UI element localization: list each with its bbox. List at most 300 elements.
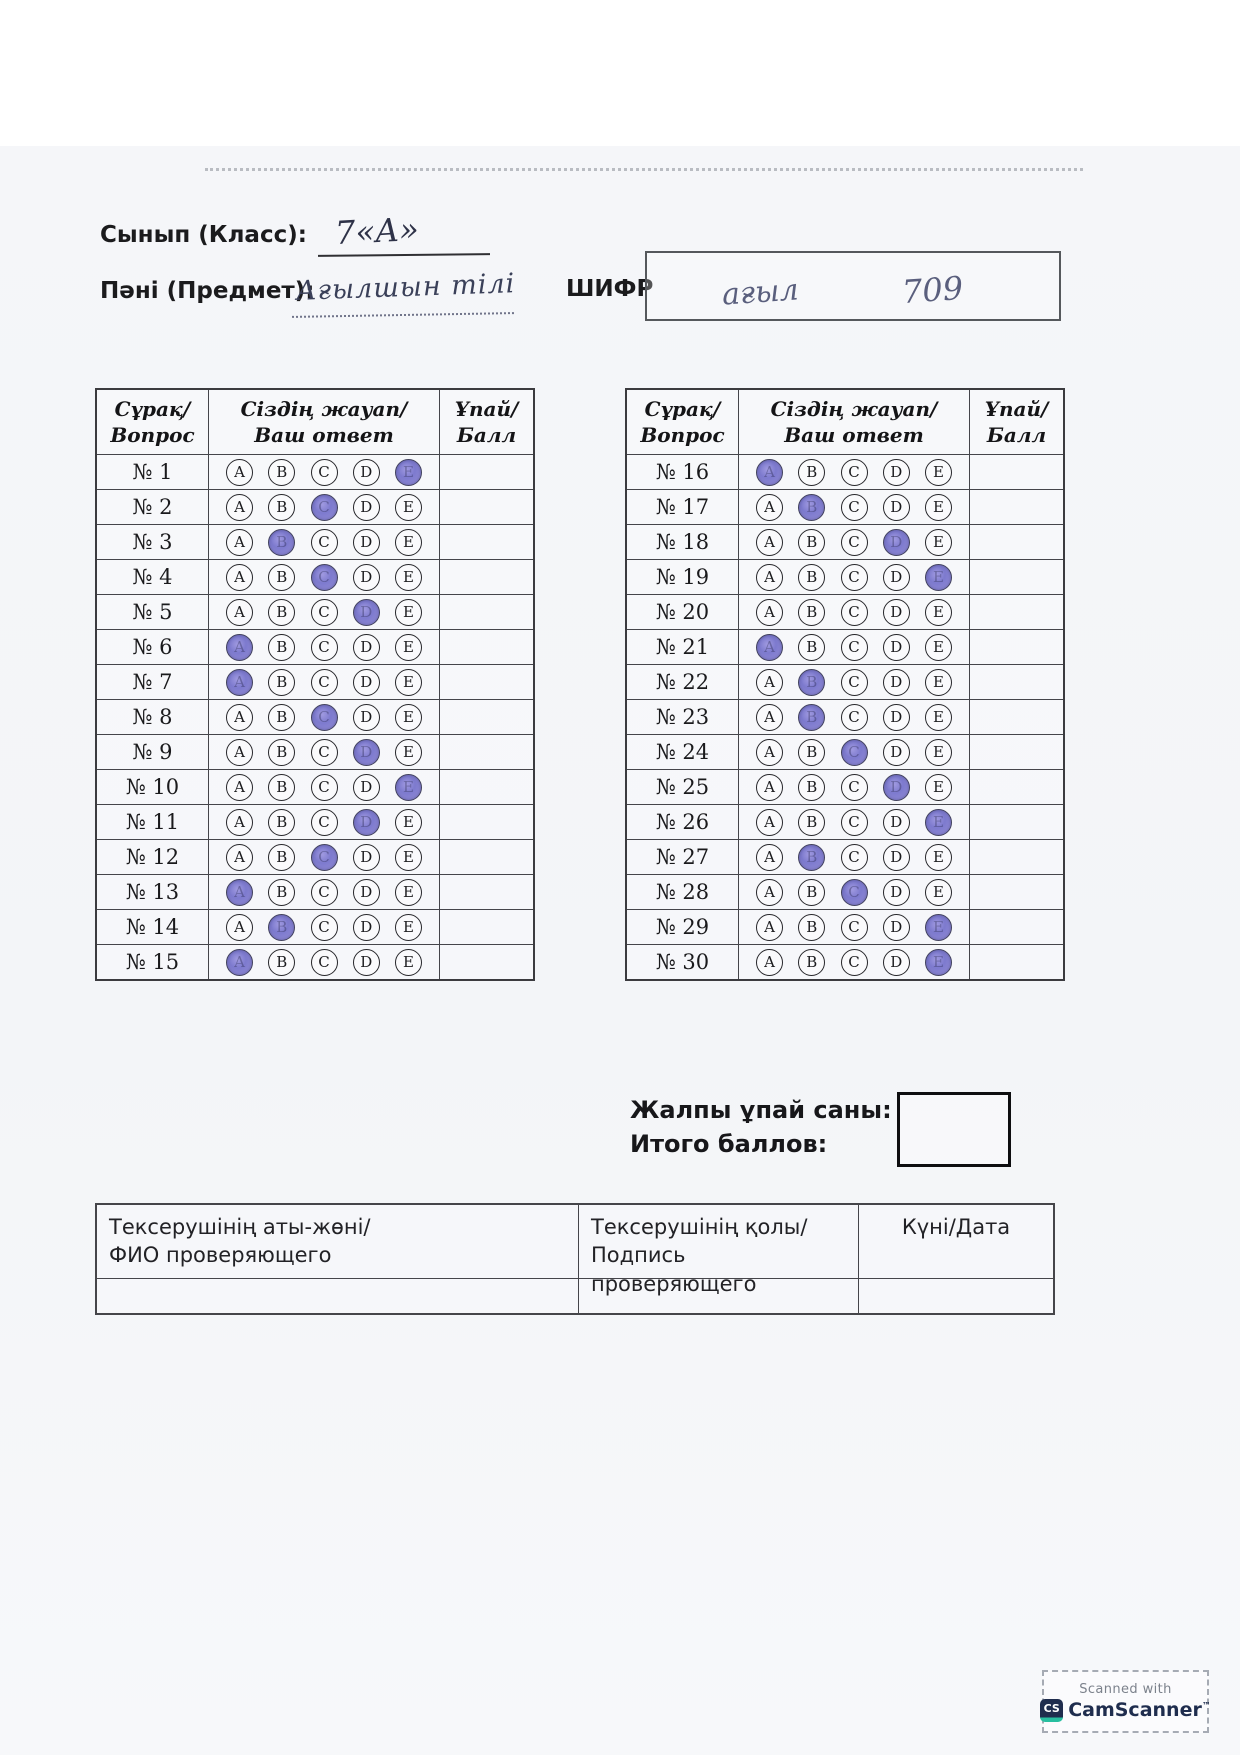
cipher-handwritten-right: 709 bbox=[900, 268, 965, 312]
answer-row bbox=[627, 734, 1063, 769]
question-number: № 6 bbox=[97, 630, 209, 664]
bubble-q5-E: E bbox=[395, 599, 422, 626]
bubble-q30-B: B bbox=[798, 949, 825, 976]
bubble-q9-E: E bbox=[395, 739, 422, 766]
column-header-answer: Сіздің жауап/ Ваш ответ bbox=[209, 390, 440, 454]
bubble-q16-A: A bbox=[756, 459, 783, 486]
answer-bubbles bbox=[209, 770, 440, 804]
column-header-question: Сұрақ/ Вопрос bbox=[97, 390, 209, 454]
bubble-q14-B: B bbox=[268, 914, 295, 941]
answer-row bbox=[97, 769, 533, 804]
bubble-q17-A: A bbox=[756, 494, 783, 521]
class-field-label: Сынып (Класс): bbox=[100, 222, 307, 248]
bubble-q22-B: B bbox=[798, 669, 825, 696]
bubble-q25-B: B bbox=[798, 774, 825, 801]
question-number: № 28 bbox=[627, 875, 739, 909]
answer-row bbox=[97, 629, 533, 664]
bubble-q18-B: B bbox=[798, 529, 825, 556]
question-number: № 11 bbox=[97, 805, 209, 839]
bubble-q12-D: D bbox=[353, 844, 380, 871]
bubble-q6-D: D bbox=[353, 634, 380, 661]
score-cell bbox=[440, 945, 533, 979]
bubble-q7-C: C bbox=[311, 669, 338, 696]
bubble-q3-A: A bbox=[226, 529, 253, 556]
question-number: № 14 bbox=[97, 910, 209, 944]
question-number: № 1 bbox=[97, 455, 209, 489]
answer-row bbox=[627, 559, 1063, 594]
bubble-q11-C: C bbox=[311, 809, 338, 836]
bubble-q30-A: A bbox=[756, 949, 783, 976]
bubble-q15-A: A bbox=[226, 949, 253, 976]
answer-row bbox=[97, 944, 533, 979]
question-number: № 25 bbox=[627, 770, 739, 804]
answer-bubbles bbox=[739, 525, 970, 559]
bubble-q8-E: E bbox=[395, 704, 422, 731]
subject-handwritten-value: Ағылшын тілі bbox=[295, 268, 516, 307]
bubble-q22-A: A bbox=[756, 669, 783, 696]
bubble-q15-C: C bbox=[311, 949, 338, 976]
bubble-q18-C: C bbox=[841, 529, 868, 556]
question-number: № 22 bbox=[627, 665, 739, 699]
answer-bubbles bbox=[739, 455, 970, 489]
bubble-q17-B: B bbox=[798, 494, 825, 521]
question-number: № 2 bbox=[97, 490, 209, 524]
bubble-q9-A: A bbox=[226, 739, 253, 766]
answer-row bbox=[97, 454, 533, 489]
answer-row bbox=[627, 489, 1063, 524]
answer-bubbles bbox=[739, 630, 970, 664]
bubble-q16-D: D bbox=[883, 459, 910, 486]
bubble-q8-A: A bbox=[226, 704, 253, 731]
answer-row bbox=[627, 524, 1063, 559]
bubble-q28-C: C bbox=[841, 879, 868, 906]
bubble-q11-B: B bbox=[268, 809, 295, 836]
trademark-symbol: ™ bbox=[1201, 1701, 1211, 1712]
brand-name: CamScanner bbox=[1068, 1699, 1202, 1721]
bubble-q16-B: B bbox=[798, 459, 825, 486]
bubble-q7-D: D bbox=[353, 669, 380, 696]
checker-signature-ru: Подпись проверяющего bbox=[591, 1243, 757, 1296]
bubble-q30-D: D bbox=[883, 949, 910, 976]
bubble-q28-D: D bbox=[883, 879, 910, 906]
question-number: № 26 bbox=[627, 805, 739, 839]
answer-bubbles bbox=[209, 525, 440, 559]
score-cell bbox=[970, 910, 1063, 944]
question-number: № 30 bbox=[627, 945, 739, 979]
answer-row bbox=[97, 839, 533, 874]
score-cell bbox=[970, 735, 1063, 769]
score-cell bbox=[970, 490, 1063, 524]
answer-bubbles bbox=[209, 805, 440, 839]
answer-row bbox=[627, 454, 1063, 489]
bubble-q26-D: D bbox=[883, 809, 910, 836]
question-number: № 3 bbox=[97, 525, 209, 559]
bubble-q2-D: D bbox=[353, 494, 380, 521]
class-handwritten-value: 7«А» bbox=[334, 209, 420, 253]
bubble-q2-C: C bbox=[311, 494, 338, 521]
answer-row bbox=[627, 594, 1063, 629]
bubble-q10-B: B bbox=[268, 774, 295, 801]
bubble-q18-E: E bbox=[925, 529, 952, 556]
checker-name-ru: ФИО проверяющего bbox=[109, 1243, 332, 1268]
column-header-score: Ұпай/ Балл bbox=[454, 397, 519, 447]
cipher-box bbox=[645, 251, 1061, 321]
bubble-q22-C: C bbox=[841, 669, 868, 696]
score-cell bbox=[440, 490, 533, 524]
answer-bubbles bbox=[209, 490, 440, 524]
bubble-q1-A: A bbox=[226, 459, 253, 486]
bubble-q28-A: A bbox=[756, 879, 783, 906]
bubble-q22-E: E bbox=[925, 669, 952, 696]
total-score-label-kk: Жалпы ұпай саны: bbox=[630, 1096, 892, 1124]
bubble-q16-E: E bbox=[925, 459, 952, 486]
checker-name-empty-cell bbox=[97, 1279, 579, 1313]
score-cell bbox=[440, 665, 533, 699]
question-number: № 27 bbox=[627, 840, 739, 874]
scanned-with-text: Scanned with bbox=[1079, 1681, 1172, 1697]
answer-bubbles bbox=[739, 560, 970, 594]
answer-bubbles bbox=[739, 490, 970, 524]
bubble-q19-D: D bbox=[883, 564, 910, 591]
bubble-q23-C: C bbox=[841, 704, 868, 731]
bubble-q8-C: C bbox=[311, 704, 338, 731]
bubble-q12-C: C bbox=[311, 844, 338, 871]
bubble-q23-A: A bbox=[756, 704, 783, 731]
answer-bubbles bbox=[209, 455, 440, 489]
subject-field-label: Пәні (Предмет): bbox=[100, 278, 315, 304]
score-cell bbox=[970, 665, 1063, 699]
score-cell bbox=[440, 630, 533, 664]
bubble-q19-A: A bbox=[756, 564, 783, 591]
answer-row bbox=[97, 594, 533, 629]
question-number: № 8 bbox=[97, 700, 209, 734]
bubble-q21-A: A bbox=[756, 634, 783, 661]
answer-bubbles bbox=[739, 910, 970, 944]
answer-bubbles bbox=[209, 630, 440, 664]
score-cell bbox=[970, 595, 1063, 629]
bubble-q28-B: B bbox=[798, 879, 825, 906]
answer-row bbox=[97, 699, 533, 734]
bubble-q23-E: E bbox=[925, 704, 952, 731]
answer-bubbles bbox=[209, 910, 440, 944]
answer-bubbles bbox=[739, 945, 970, 979]
bubble-q4-D: D bbox=[353, 564, 380, 591]
bubble-q24-E: E bbox=[925, 739, 952, 766]
bubble-q29-D: D bbox=[883, 914, 910, 941]
question-number: № 10 bbox=[97, 770, 209, 804]
answer-row bbox=[627, 769, 1063, 804]
answer-bubbles bbox=[209, 840, 440, 874]
date-header: Күні/Дата bbox=[901, 1215, 1011, 1239]
bubble-q29-A: A bbox=[756, 914, 783, 941]
score-cell bbox=[440, 595, 533, 629]
bubble-q14-A: A bbox=[226, 914, 253, 941]
bubble-q24-A: A bbox=[756, 739, 783, 766]
answer-bubbles bbox=[209, 665, 440, 699]
bubble-q2-B: B bbox=[268, 494, 295, 521]
bubble-q12-B: B bbox=[268, 844, 295, 871]
question-number: № 21 bbox=[627, 630, 739, 664]
bubble-q24-D: D bbox=[883, 739, 910, 766]
question-number: № 5 bbox=[97, 595, 209, 629]
question-number: № 18 bbox=[627, 525, 739, 559]
answer-row bbox=[627, 664, 1063, 699]
bubble-q8-B: B bbox=[268, 704, 295, 731]
bubble-q9-B: B bbox=[268, 739, 295, 766]
column-header-score: Ұпай/ Балл bbox=[984, 397, 1049, 447]
bubble-q5-B: B bbox=[268, 599, 295, 626]
score-cell bbox=[440, 525, 533, 559]
bubble-q23-B: B bbox=[798, 704, 825, 731]
bubble-q25-C: C bbox=[841, 774, 868, 801]
bubble-q1-B: B bbox=[268, 459, 295, 486]
bubble-q20-B: B bbox=[798, 599, 825, 626]
bubble-q9-D: D bbox=[353, 739, 380, 766]
cipher-handwritten-left: ағыл bbox=[720, 272, 800, 313]
answer-row bbox=[97, 559, 533, 594]
bubble-q4-C: C bbox=[311, 564, 338, 591]
bubble-q5-C: C bbox=[311, 599, 338, 626]
question-number: № 9 bbox=[97, 735, 209, 769]
bubble-q3-B: B bbox=[268, 529, 295, 556]
score-cell bbox=[970, 770, 1063, 804]
bubble-q29-B: B bbox=[798, 914, 825, 941]
score-cell bbox=[440, 455, 533, 489]
bubble-q25-A: A bbox=[756, 774, 783, 801]
bubble-q17-E: E bbox=[925, 494, 952, 521]
bubble-q20-C: C bbox=[841, 599, 868, 626]
score-cell bbox=[440, 910, 533, 944]
checker-signature-empty-cell bbox=[579, 1279, 859, 1313]
score-cell bbox=[970, 560, 1063, 594]
score-cell bbox=[440, 735, 533, 769]
bubble-q27-E: E bbox=[925, 844, 952, 871]
answer-bubbles bbox=[739, 595, 970, 629]
score-cell bbox=[970, 700, 1063, 734]
bubble-q11-E: E bbox=[395, 809, 422, 836]
bubble-q15-D: D bbox=[353, 949, 380, 976]
answer-bubbles bbox=[209, 700, 440, 734]
answer-bubbles bbox=[739, 805, 970, 839]
cipher-label: ШИФР bbox=[566, 276, 654, 302]
bubble-q25-D: D bbox=[883, 774, 910, 801]
answer-row bbox=[627, 839, 1063, 874]
bubble-q26-A: A bbox=[756, 809, 783, 836]
bubble-q14-C: C bbox=[311, 914, 338, 941]
bubble-q16-C: C bbox=[841, 459, 868, 486]
bubble-q25-E: E bbox=[925, 774, 952, 801]
answer-bubbles bbox=[209, 560, 440, 594]
checker-table bbox=[95, 1203, 1055, 1315]
date-empty-cell bbox=[859, 1279, 1053, 1313]
score-cell bbox=[440, 875, 533, 909]
bubble-q30-E: E bbox=[925, 949, 952, 976]
bubble-q29-E: E bbox=[925, 914, 952, 941]
bubble-q26-C: C bbox=[841, 809, 868, 836]
camscanner-watermark bbox=[1042, 1670, 1209, 1733]
bubble-q4-B: B bbox=[268, 564, 295, 591]
bubble-q2-A: A bbox=[226, 494, 253, 521]
total-score-box bbox=[897, 1092, 1011, 1167]
bubble-q11-D: D bbox=[353, 809, 380, 836]
bubble-q13-B: B bbox=[268, 879, 295, 906]
bubble-q21-B: B bbox=[798, 634, 825, 661]
question-number: № 16 bbox=[627, 455, 739, 489]
bubble-q7-B: B bbox=[268, 669, 295, 696]
bubble-q27-C: C bbox=[841, 844, 868, 871]
bubble-q12-A: A bbox=[226, 844, 253, 871]
score-cell bbox=[970, 945, 1063, 979]
bubble-q23-D: D bbox=[883, 704, 910, 731]
bubble-q13-A: A bbox=[226, 879, 253, 906]
bubble-q4-E: E bbox=[395, 564, 422, 591]
score-cell bbox=[970, 875, 1063, 909]
bubble-q22-D: D bbox=[883, 669, 910, 696]
score-cell bbox=[440, 805, 533, 839]
bubble-q14-E: E bbox=[395, 914, 422, 941]
question-number: № 13 bbox=[97, 875, 209, 909]
question-number: № 17 bbox=[627, 490, 739, 524]
bubble-q5-D: D bbox=[353, 599, 380, 626]
question-number: № 23 bbox=[627, 700, 739, 734]
bubble-q6-C: C bbox=[311, 634, 338, 661]
answer-row bbox=[97, 524, 533, 559]
bubble-q26-B: B bbox=[798, 809, 825, 836]
bubble-q12-E: E bbox=[395, 844, 422, 871]
answer-bubbles bbox=[739, 840, 970, 874]
bubble-q14-D: D bbox=[353, 914, 380, 941]
question-number: № 29 bbox=[627, 910, 739, 944]
bubble-q7-E: E bbox=[395, 669, 422, 696]
checker-name-kk: Тексерушінің аты-жөні/ bbox=[109, 1215, 371, 1239]
bubble-q13-C: C bbox=[311, 879, 338, 906]
bubble-q17-C: C bbox=[841, 494, 868, 521]
bubble-q3-C: C bbox=[311, 529, 338, 556]
bubble-q13-D: D bbox=[353, 879, 380, 906]
bubble-q27-B: B bbox=[798, 844, 825, 871]
bubble-q11-A: A bbox=[226, 809, 253, 836]
table-header-row bbox=[627, 390, 1063, 454]
bubble-q9-C: C bbox=[311, 739, 338, 766]
bubble-q19-E: E bbox=[925, 564, 952, 591]
bubble-q19-C: C bbox=[841, 564, 868, 591]
answer-bubbles bbox=[209, 595, 440, 629]
answer-bubbles bbox=[739, 665, 970, 699]
checker-table-header-row bbox=[97, 1205, 1053, 1296]
bubble-q10-A: A bbox=[226, 774, 253, 801]
bubble-q5-A: A bbox=[226, 599, 253, 626]
bubble-q17-D: D bbox=[883, 494, 910, 521]
bubble-q18-A: A bbox=[756, 529, 783, 556]
score-cell bbox=[440, 770, 533, 804]
bubble-q21-E: E bbox=[925, 634, 952, 661]
bubble-q20-D: D bbox=[883, 599, 910, 626]
answer-row bbox=[97, 734, 533, 769]
column-header-answer: Сіздің жауап/ Ваш ответ bbox=[739, 390, 970, 454]
question-number: № 4 bbox=[97, 560, 209, 594]
bubble-q27-D: D bbox=[883, 844, 910, 871]
bubble-q10-D: D bbox=[353, 774, 380, 801]
question-number: № 15 bbox=[97, 945, 209, 979]
score-cell bbox=[970, 805, 1063, 839]
bubble-q19-B: B bbox=[798, 564, 825, 591]
bubble-q15-B: B bbox=[268, 949, 295, 976]
answer-bubbles bbox=[209, 735, 440, 769]
question-number: № 20 bbox=[627, 595, 739, 629]
answer-row bbox=[97, 489, 533, 524]
answer-table-questions-1-15 bbox=[95, 388, 535, 981]
bubble-q20-E: E bbox=[925, 599, 952, 626]
bubble-q21-C: C bbox=[841, 634, 868, 661]
bubble-q10-E: E bbox=[395, 774, 422, 801]
score-cell bbox=[970, 455, 1063, 489]
bubble-q30-C: C bbox=[841, 949, 868, 976]
question-number: № 19 bbox=[627, 560, 739, 594]
question-number: № 12 bbox=[97, 840, 209, 874]
checker-table-empty-row bbox=[97, 1279, 1053, 1313]
scan-edge-dotted-line bbox=[205, 168, 1083, 171]
bubble-q26-E: E bbox=[925, 809, 952, 836]
score-cell bbox=[440, 700, 533, 734]
checker-signature-kk: Тексерушінің қолы/ bbox=[591, 1215, 808, 1239]
answer-bubbles bbox=[209, 875, 440, 909]
bubble-q2-E: E bbox=[395, 494, 422, 521]
answer-row bbox=[627, 909, 1063, 944]
total-score-label-ru: Итого баллов: bbox=[630, 1130, 828, 1158]
answer-bubbles bbox=[739, 735, 970, 769]
bubble-q3-D: D bbox=[353, 529, 380, 556]
bubble-q24-B: B bbox=[798, 739, 825, 766]
camscanner-logo-icon: CS bbox=[1040, 1699, 1063, 1722]
bubble-q6-A: A bbox=[226, 634, 253, 661]
answer-table-questions-16-30 bbox=[625, 388, 1065, 981]
column-header-question: Сұрақ/ Вопрос bbox=[627, 390, 739, 454]
bubble-q15-E: E bbox=[395, 949, 422, 976]
answer-bubbles bbox=[739, 875, 970, 909]
bubble-q21-D: D bbox=[883, 634, 910, 661]
bubble-q24-C: C bbox=[841, 739, 868, 766]
answer-row bbox=[97, 804, 533, 839]
bubble-q6-E: E bbox=[395, 634, 422, 661]
bubble-q3-E: E bbox=[395, 529, 422, 556]
answer-row bbox=[627, 804, 1063, 839]
score-cell bbox=[440, 560, 533, 594]
camscanner-brand-row bbox=[1040, 1699, 1211, 1722]
answer-row bbox=[627, 629, 1063, 664]
score-cell bbox=[970, 525, 1063, 559]
bubble-q4-A: A bbox=[226, 564, 253, 591]
bubble-q20-A: A bbox=[756, 599, 783, 626]
answer-bubbles bbox=[739, 770, 970, 804]
bubble-q13-E: E bbox=[395, 879, 422, 906]
bubble-q18-D: D bbox=[883, 529, 910, 556]
bubble-q8-D: D bbox=[353, 704, 380, 731]
question-number: № 7 bbox=[97, 665, 209, 699]
score-cell bbox=[970, 840, 1063, 874]
answer-row bbox=[627, 874, 1063, 909]
answer-bubbles bbox=[739, 700, 970, 734]
answer-row bbox=[97, 909, 533, 944]
table-header-row bbox=[97, 390, 533, 454]
bubble-q1-E: E bbox=[395, 459, 422, 486]
answer-row bbox=[627, 944, 1063, 979]
bubble-q27-A: A bbox=[756, 844, 783, 871]
score-cell bbox=[440, 840, 533, 874]
bubble-q1-D: D bbox=[353, 459, 380, 486]
bubble-q1-C: C bbox=[311, 459, 338, 486]
bubble-q29-C: C bbox=[841, 914, 868, 941]
answer-bubbles bbox=[209, 945, 440, 979]
